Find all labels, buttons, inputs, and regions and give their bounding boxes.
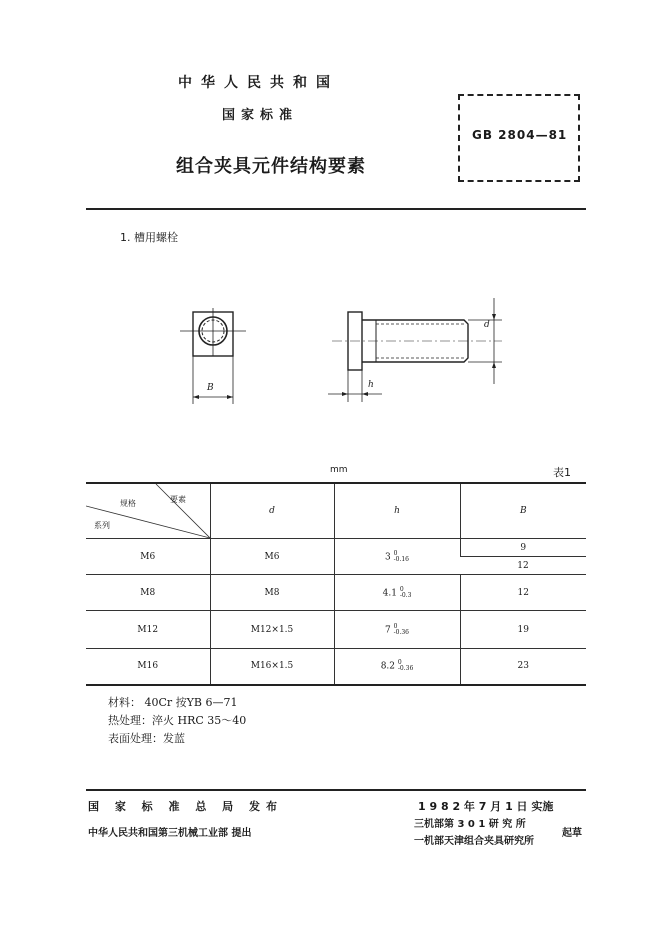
header-rule [86,208,586,210]
column-header-h: h [334,483,460,539]
section-heading: 1. 槽用螺栓 [120,231,178,244]
table-row [86,575,586,611]
h-base: 7 [385,625,391,635]
bolt-side-view-drawing [322,290,512,402]
footer-proposer: 中华人民共和国第三机械工业部 提出 [88,828,252,839]
d-cell: M8 [210,575,334,611]
B-cell: 9 [460,539,586,557]
h-base: 3 [385,552,391,562]
B-cell: 23 [460,649,586,685]
h-cell [334,649,460,685]
d-cell: M12×1.5 [210,611,334,649]
B-cell: 12 [460,557,586,575]
note-surface-treatment: 表面处理：发蓝 [108,732,185,745]
B-cell: 12 [460,575,586,611]
h-upper-tolerance: 0 [399,585,404,593]
footer-effective-date: 1 9 8 2 年 7 月 1 日 实施 [418,800,554,813]
column-header-B: B [460,483,586,539]
series-cell: M6 [86,539,210,575]
table-row [86,649,586,685]
h-lower-tolerance: -0.3 [399,591,412,599]
note-heat-treatment: 热处理：淬火 HRC 35～40 [108,714,247,727]
h-base: 4.1 [382,588,397,598]
dimension-label-B: B [207,383,214,393]
corner-label-series: 系列 [94,521,110,530]
standard-number: GB 2804—81 [472,128,568,142]
note-material: 材料： 40Cr 按YB 6—71 [108,696,238,709]
d-cell: M6 [210,539,334,575]
B-cell: 19 [460,611,586,649]
h-cell [334,539,460,575]
h-lower-tolerance: -0.36 [393,628,409,636]
footer-drafter-1: 三机部第 3 0 1 研 究 所 [414,819,526,830]
h-upper-tolerance: 0 [397,659,402,667]
footer-issuer: 国 家 标 准 总 局 发布 [88,800,283,813]
d-cell: M16×1.5 [210,649,334,685]
h-lower-tolerance: -0.16 [393,555,409,563]
table-row [86,539,586,557]
dimension-label-d: d [484,320,490,330]
dimension-label-h: h [368,380,374,390]
h-upper-tolerance: 0 [393,622,398,630]
h-cell [334,611,460,649]
corner-label-spec: 规格 [120,499,136,508]
series-cell: M8 [86,575,210,611]
footer-drafter-2: 一机部天津组合夹具研究所 [414,836,534,847]
spec-table [86,482,586,686]
page-title: 组合夹具元件结构要素 [176,156,366,177]
standard-type-heading: 国家标准 [222,108,299,123]
corner-label-elements: 要素 [170,495,186,504]
footer-draft-label: 起草 [562,828,582,839]
h-cell [334,575,460,611]
series-cell: M12 [86,611,210,649]
h-base: 8.2 [380,661,396,672]
table-caption: 表1 [553,466,571,479]
bolt-end-view-drawing [180,300,250,410]
table-header-row [86,483,586,539]
h-upper-tolerance: 0 [393,549,398,557]
series-cell: M16 [86,649,210,685]
country-heading: 中华人民共和国 [178,75,339,91]
table-unit: mm [330,465,348,475]
h-lower-tolerance: -0.36 [397,665,414,673]
table-corner-cell [86,483,210,539]
column-header-d: d [210,483,334,539]
table-row [86,611,586,649]
footer-rule [86,789,586,791]
